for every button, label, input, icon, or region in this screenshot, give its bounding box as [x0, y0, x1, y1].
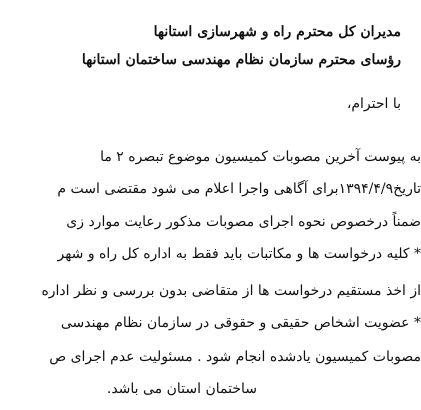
body-line-3: ضمناً درخصوص نحوه اجرای مصوبات مذکور رعایت موارد زی [66, 214, 421, 230]
body-line-1: به پیوست آخرین مصوبات کمیسیون موضوع تبصره ۲ ما [100, 149, 421, 165]
body-line-6: * عضویت اشخاص حقیقی و حقوقی در سازمان نظام مهندسی [60, 315, 421, 331]
greeting: با احترام، [346, 96, 401, 112]
body-line-8: ساختمان استان می باشد. [106, 381, 257, 397]
addressee-line-2: رؤسای محترم سازمان نظام مهندسی ساختمان استانها [81, 52, 401, 68]
body-line-4: * کلیه درخواست ها و مکاتبات باید فقط به اداره کل راه و شهر [57, 246, 421, 262]
body-line-2: تاریخ۱۳۹۴/۴/۹برای آگاهی واجرا اعلام می شود مقتضی است م [57, 181, 421, 197]
addressee-line-1: مدیران کل محترم راه و شهرسازی استانها [153, 24, 401, 40]
body-line-5: از اخذ مستقیم درخواست ها از متقاضی بدون بررسی و نظر اداره [41, 283, 421, 299]
body-line-7: مصوبات کمیسیون یادشده انجام شود . مسئولیت عدم اجرای ص [49, 349, 421, 365]
